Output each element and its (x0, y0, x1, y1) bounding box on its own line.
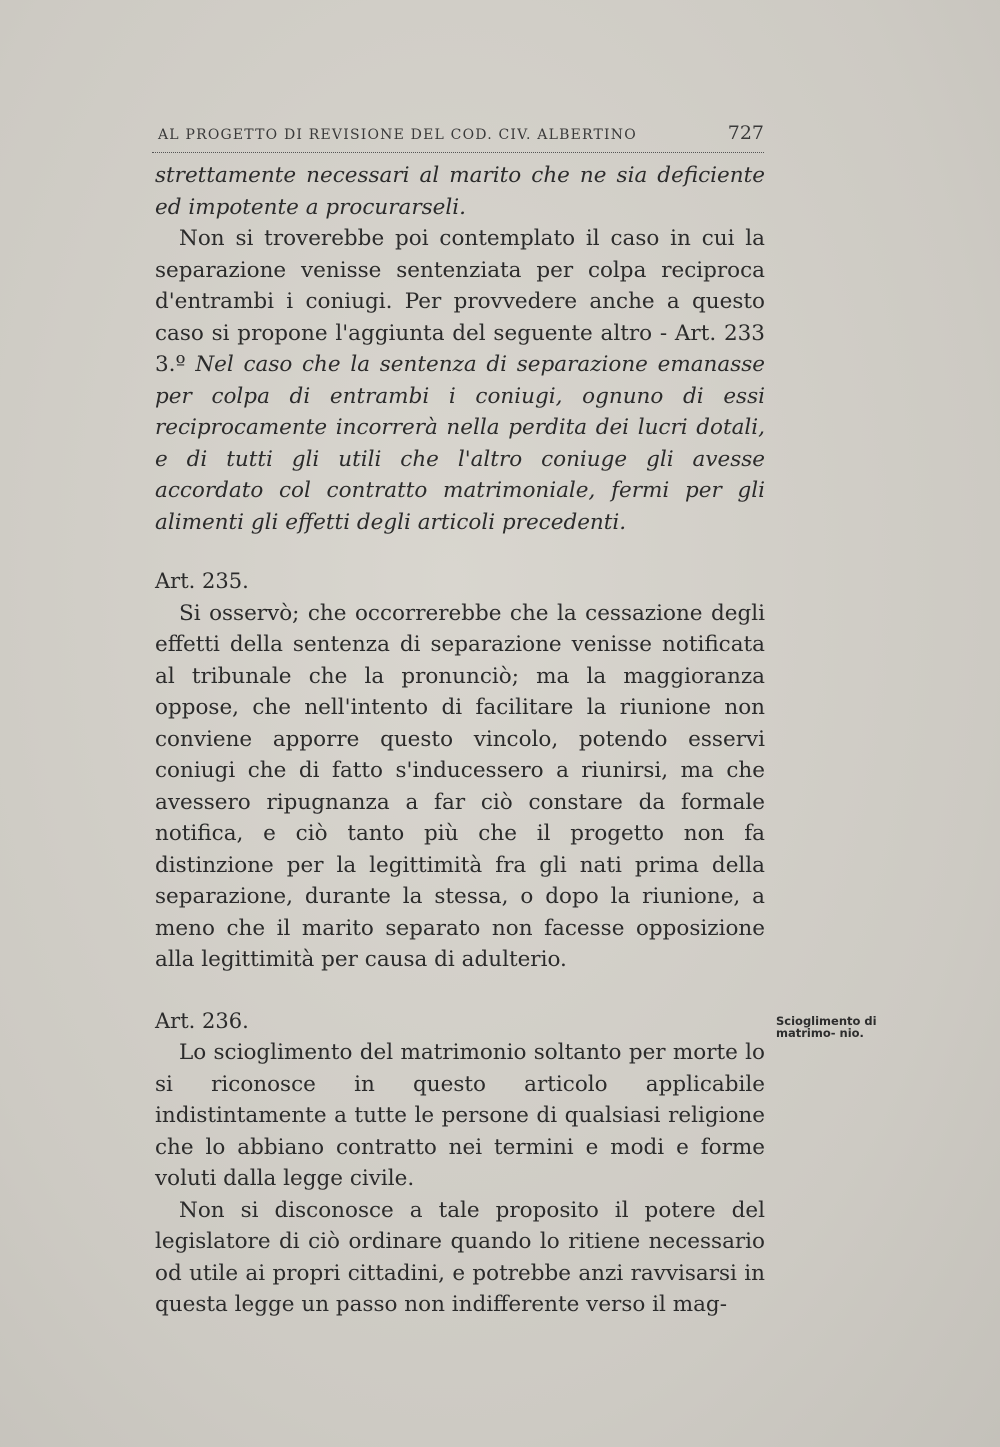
article-236-text-1: Lo scioglimento del matrimonio soltanto per morte lo si riconosce in questo articolo applicabile indistintamente a tutte le persone di qualsiasi religione che lo abbiano contratto nei termini e modi e forme voluti dalla legge civile. (155, 1040, 765, 1191)
paragraph-intro-text: Non si troverebbe poi contemplato il caso in cui la separazione venisse sentenziata per colpa reciproca d'entrambi i coniugi. Per provvedere anche a questo caso si propone l'aggiunta del seguente altro - Art. 233 3.º (155, 226, 765, 377)
article-236-text-2: Non si disconosce a tale proposito il potere del legislatore di ciò ordinare quando lo ritiene necessario od utile ai propri cittadini, e potrebbe anzi ravvisarsi in questa legge un passo non indifferente verso il mag- (155, 1197, 765, 1317)
proposed-article-quote: Nel caso che la sentenza di separazione emanasse per colpa di entrambi i coniugi, ognuno di essi reciprocamente incorrerà nella perdita dei lucri dotali, e di tutti gli utili che l'altro coniuge gli avesse accordato col contratto matrimoniale, fermi per gli alimenti gli effetti degli articoli precedenti. (155, 352, 765, 535)
article-heading-236: Art. 236. (155, 1008, 249, 1033)
article-235-text: Si osservò; che occorrerebbe che la cessazione degli effetti della sentenza di separazione venisse notificata al tribunale che la pronunciò; ma la maggioranza oppose, che nell'intento di facilitare la riunione non conviene apporre questo vincolo, potendo esservi coniugi che di fatto s'inducessero a riunirsi, ma che avessero ripugnanza a far ciò constare da formale notifica, e ciò tanto più che il progetto non fa distinzione per la legittimità fra gli nati prima della separazione, durante la stessa, o dopo la riunione, a meno che il marito separato non facesse opposizione alla legittimità per causa di adulterio. (155, 600, 765, 972)
article-heading-235: Art. 235. (155, 569, 249, 593)
paragraph-continuation: strettamente necessari al marito che ne sia deficiente ed impotente a procurarseli. (155, 163, 765, 220)
marginal-note: Scioglimento di matrimo- nio. (776, 1014, 877, 1040)
page-header (158, 122, 764, 144)
page-body (155, 160, 765, 1321)
page-number: 727 (727, 122, 764, 144)
running-title: AL PROGETTO DI REVISIONE DEL COD. CIV. ALBERTINO (158, 127, 637, 143)
paragraph-intro (155, 223, 765, 538)
header-rule (152, 152, 764, 153)
